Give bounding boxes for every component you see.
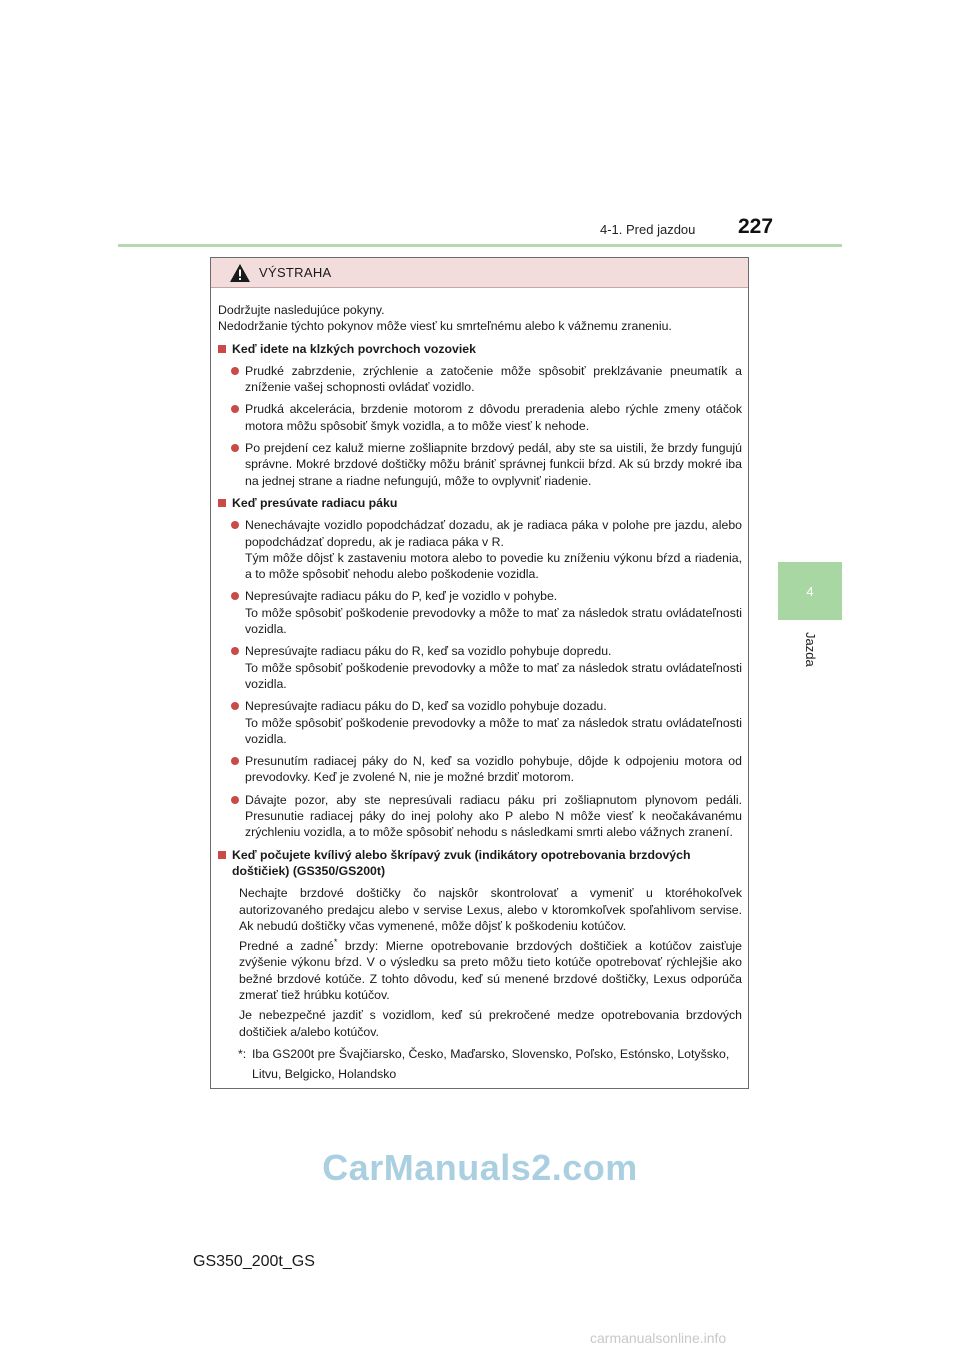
section-heading-brake-wear [218, 847, 742, 880]
round-bullet-icon [231, 796, 239, 804]
warning-intro [218, 302, 742, 335]
list-item [218, 401, 742, 434]
square-bullet-icon [218, 851, 226, 859]
bullet-text: To môže spôsobiť poškodenie prevodovky a môže to mať za následok stratu ovládateľnosti vozidla. [245, 605, 742, 637]
note-paragraph: Nechajte brzdové doštičky čo najskôr skontrolovať a vymeniť u ktoréhokoľvek autorizovaného predajcu alebo v servise Lexus, alebo v ktoromkoľvek spoľahlivom servise. Ak nebudú doštičky včas vymenené, môže dôjsť k poškodeniu kotúčov. [239, 886, 742, 933]
round-bullet-icon [231, 521, 239, 529]
bullet-text: Dávajte pozor, aby ste nepresúvali radiacu páku pri zošliapnutom plynovom pedáli. Presunutie radiacej páky do inej polohy ako P alebo N môže viesť k neočakávanému zrýchleniu vozidla, a to môže spôsobiť nehodu s následkami smrti alebo vážnych zranení. [245, 792, 742, 840]
note-text: Predné a zadné [239, 939, 334, 954]
list-item [218, 643, 742, 692]
bullet-text: Prudké zabrzdenie, zrýchlenie a zatočenie môže spôsobiť preklzávanie pneumatík a zníženie vašej schopnosti ovládať vozidlo. [245, 363, 742, 395]
round-bullet-icon [231, 757, 239, 765]
bullet-text: To môže spôsobiť poškodenie prevodovky a môže to mať za následok stratu ovládateľnosti vozidla. [245, 660, 742, 691]
list-item [218, 517, 742, 582]
note-paragraph [239, 938, 742, 1003]
bullet-text: Nepresúvajte radiacu páku do D, keď sa vozidlo pohybuje dozadu. [245, 699, 607, 714]
round-bullet-icon [231, 367, 239, 375]
section-title: 4-1. Pred jazdou [600, 222, 696, 237]
warning-body [211, 288, 748, 1084]
list-item [218, 440, 742, 489]
footnote-star: * [333, 937, 338, 947]
section-heading-text: Keď idete na klzkých povrchoch vozoviek [232, 341, 476, 356]
list-item [218, 792, 742, 841]
square-bullet-icon [218, 345, 226, 353]
warning-triangle-icon [229, 263, 251, 283]
intro-line: Nedodržanie týchto pokynov môže viesť ku smrteľnému alebo k vážnemu zraneniu. [218, 319, 672, 334]
bullet-text: Presunutím radiacej páky do N, keď sa vozidlo pohybuje, dôjde k odpojeniu motora od prevodovky. Keď je zvolené N, nie je možné brzdiť motorom. [245, 754, 742, 785]
note-text: brzdy: Mierne opotrebovanie brzdových doštičiek a kotúčov zaisťuje zvýšenie výkonu bŕzd. V o výsledku sa preto môžu tieto kotúče opotrebovať rýchlejšie ako bežné brzdové kotúče. Z tohto dôvodu, keď sú menené brzdové doštičky, Lexus odporúča zmerať tiež hrúbku kotúčov. [239, 939, 742, 1002]
footnote-mark: *: [238, 1046, 247, 1061]
site-footer: carmanualsonline.info [590, 1330, 727, 1346]
section-heading-text: Keď počujete kvílivý alebo škrípavý zvuk (indikátory opotrebovania brzdových doštičiek) (GS350/GS200t) [232, 847, 691, 878]
note-paragraph: Je nebezpečné jazdiť s vozidlom, keď sú prekročené medze opotrebovania brzdových doštičiek a/alebo kotúčov. [239, 1008, 742, 1039]
brake-wear-notes [218, 885, 742, 1040]
warning-title: VÝSTRAHA [259, 265, 332, 280]
bullet-text: Nenechávajte vozidlo popodchádzať dozadu, ak je radiaca páka v polohe pre jazdu, alebo popodchádzať dopredu, ak je radiaca páka v R. [245, 518, 742, 549]
chapter-tab [778, 562, 842, 620]
bullet-text: Nepresúvajte radiacu páku do R, keď sa vozidlo pohybuje dopredu. [245, 644, 612, 659]
warning-header [211, 258, 748, 288]
round-bullet-icon [231, 647, 239, 655]
list-item [218, 588, 742, 637]
bullet-text: Tým môže dôjsť k zastaveniu motora alebo to povedie ku zníženiu výkonu bŕzd a riadenia, a to môže spôsobiť nehodu alebo poškodenie vozidla. [245, 550, 742, 582]
list-item [218, 753, 742, 786]
round-bullet-icon [231, 444, 239, 452]
model-code: GS350_200t_GS [193, 1253, 315, 1270]
footnote [218, 1044, 742, 1084]
section-heading-text: Keď presúvate radiacu páku [232, 495, 398, 510]
bullet-text: Po prejdení cez kaluž mierne zošliapnite brzdový pedál, aby ste sa uistili, že brzdy fungujú správne. Mokré brzdové doštičky môžu brániť správnej funkcii bŕzd. Ak sú brzdy mokré iba na jednej strane a riadne nefungujú, môže to ovplyvniť riadenie. [245, 441, 742, 488]
footnote-text: Iba GS200t pre Švajčiarsko, Česko, Maďarsko, Slovensko, Poľsko, Estónsko, Lotyšsko, Litvu, Belgicko, Holandsko [252, 1046, 730, 1081]
section-heading-slippery-roads [218, 341, 742, 357]
chapter-number: 4 [806, 584, 814, 599]
round-bullet-icon [231, 702, 239, 710]
intro-line: Dodržujte nasledujúce pokyny. [218, 303, 385, 317]
list-item [218, 363, 742, 396]
bullet-text: Prudká akcelerácia, brzdenie motorom z dôvodu preradenia alebo rýchle zmeny otáčok motora môžu spôsobiť šmyk vozidla, a to môže viesť k nehode. [245, 402, 742, 433]
page-number: 227 [738, 215, 774, 238]
list-item [218, 698, 742, 747]
header-rule [118, 244, 842, 247]
section-heading-shift-lever [218, 495, 742, 511]
round-bullet-icon [231, 592, 239, 600]
warning-box [210, 257, 749, 1089]
bullet-text: Nepresúvajte radiacu páku do P, keď je vozidlo v pohybe. [245, 589, 558, 604]
watermark-logo: CarManuals2.com [322, 1147, 638, 1188]
square-bullet-icon [218, 499, 226, 507]
chapter-label: Jazda [803, 632, 818, 667]
round-bullet-icon [231, 405, 239, 413]
bullet-text: To môže spôsobiť poškodenie prevodovky a môže to mať za následok stratu ovládateľnosti vozidla. [245, 715, 742, 746]
